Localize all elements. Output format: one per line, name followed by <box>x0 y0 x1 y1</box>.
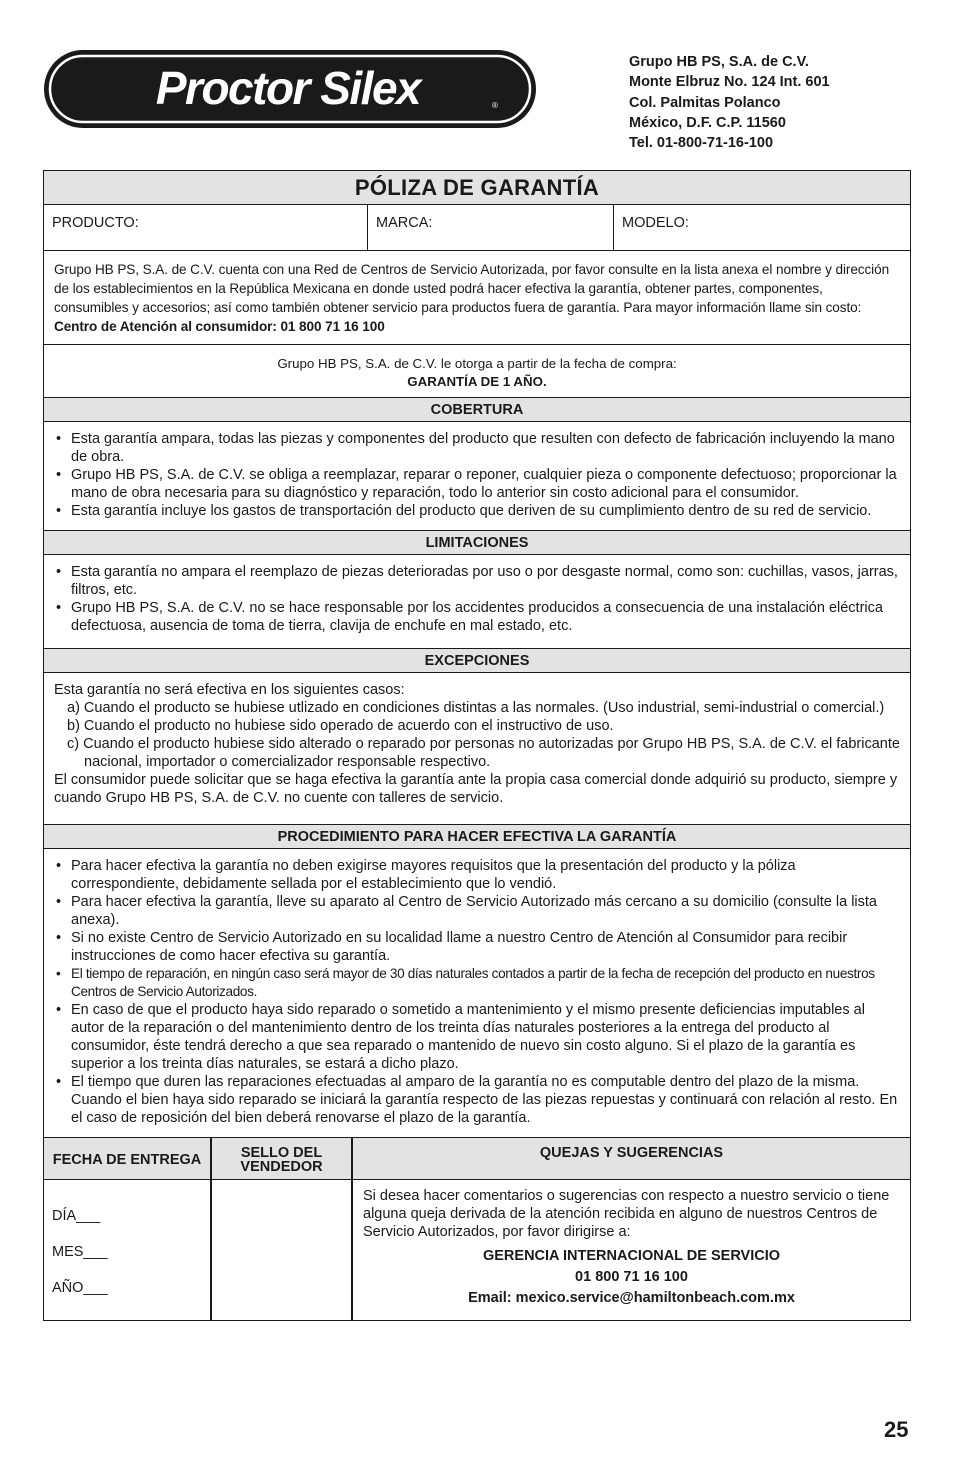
registered-mark: ® <box>492 101 498 110</box>
excepciones-intro: Esta garantía no será efectiva en los siguientes casos: <box>54 682 405 698</box>
section-body-procedimiento <box>44 849 910 1138</box>
intro-text: Grupo HB PS, S.A. de C.V. cuenta con una Red de Centros de Servicio Autorizada, por favor consulte en la lista anexa el nombre y dirección de los establecimientos en la República Mexicana en donde usted podrá hacer efectiva la garantía, obtener partes, componentes, consumibles y accesorios; así como también obtener servicio para productos fuera de garantía. Para mayor información llame sin costo: <box>54 262 890 315</box>
address-line: Monte Elbruz No. 124 Int. 601 <box>629 74 830 91</box>
list-item: • Esta garantía incluye los gastos de transportación del producto que deriven de su cumplimiento dentro de su red de servicio. <box>54 502 900 520</box>
year-field[interactable]: AÑO___ <box>52 1280 108 1296</box>
address-line: Grupo HB PS, S.A. de C.V. <box>629 54 809 70</box>
service-network-intro <box>44 251 910 345</box>
form-title: PÓLIZA DE GARANTÍA <box>44 171 910 205</box>
delivery-date-header: FECHA DE ENTREGA <box>44 1138 212 1179</box>
list-item: a) Cuando el producto se hubiese utlizado en condiciones distintas a las normales. (Uso industrial, semi-industrial o comercial.) <box>67 700 885 716</box>
model-field[interactable]: MODELO: <box>622 215 689 231</box>
seller-stamp-cell[interactable] <box>212 1180 353 1320</box>
contact-phone: 01 800 71 16 100 <box>575 1269 688 1285</box>
product-fields <box>44 205 910 251</box>
brand-field[interactable]: MARCA: <box>368 205 614 250</box>
grant-duration: GARANTÍA DE 1 AÑO. <box>407 374 547 389</box>
list-item: • Para hacer efectiva la garantía, lleve su aparato al Centro de Servicio Autorizado más cercano a su domicilio (consulte la lista anexa). <box>54 893 900 929</box>
bottom-table-body <box>44 1180 910 1320</box>
section-body-limitaciones <box>44 555 910 649</box>
delivery-date-cell <box>44 1180 212 1320</box>
company-address <box>629 52 830 153</box>
list-item: • Grupo HB PS, S.A. de C.V. se obliga a reemplazar, reparar o reponer, cualquier pieza o componente defectuoso; proporcionar la mano de obra necesaria para su diagnóstico y reparación, todo lo anterior sin costo adicional para el consumidor. <box>54 466 900 502</box>
product-field[interactable]: PRODUCTO: <box>44 205 368 250</box>
list-item: • Grupo HB PS, S.A. de C.V. no se hace responsable por los accidentes producidos a consecuencia de una instalación eléctrica defectuosa, ausencia de toma de tierra, clavija de enchufe en mal estado, etc. <box>54 599 900 635</box>
proctor-silex-logo <box>42 48 538 130</box>
warranty-form <box>43 170 911 1321</box>
contact-title: GERENCIA INTERNACIONAL DE SERVICIO <box>482 1248 781 1264</box>
seller-stamp-header: SELLO DEL VENDEDOR <box>212 1138 353 1179</box>
warranty-grant <box>44 345 910 398</box>
complaints-cell <box>353 1180 910 1320</box>
list-item: b) Cuando el producto no hubiese sido operado de acuerdo con el instructivo de uso. <box>67 718 614 734</box>
page-number: 25 <box>884 1417 909 1442</box>
section-body-excepciones <box>44 673 910 825</box>
list-item: c) Cuando el producto hubiese sido alterado o reparado por personas no autorizadas por Grupo HB PS, S.A. de C.V. el fabricante nacional, importador o comercializador responsable respectivo. <box>67 736 900 770</box>
day-field[interactable]: DÍA___ <box>52 1208 101 1224</box>
list-item: • Esta garantía ampara, todas las piezas y componentes del producto que resulten con defecto de fabricación incluyendo la mano de obra. <box>54 430 900 466</box>
month-field[interactable]: MES___ <box>52 1244 108 1260</box>
complaints-header: QUEJAS Y SUGERENCIAS <box>539 1145 724 1161</box>
list-item: • El tiempo que duren las reparaciones efectuadas al amparo de la garantía no es computable dentro del plazo de la misma. Cuando el bien haya sido reparado se iniciará la garantía respecto de las piezas repuestas y continuará con relación al resto. En el caso de reposición del bien deberá renovarse el plazo de la garantía. <box>54 1073 900 1127</box>
address-line: Col. Palmitas Polanco <box>629 94 781 111</box>
contact-email[interactable]: Email: mexico.service@hamiltonbeach.com.mx <box>468 1290 795 1306</box>
section-body-cobertura <box>44 422 910 531</box>
list-item: • Para hacer efectiva la garantía no deben exigirse mayores requisitos que la presentación del producto y la póliza correspondiente, debidamente sellada por el establecimiento que lo vendió. <box>54 857 900 893</box>
address-line: México, D.F. C.P. 11560 <box>629 114 786 131</box>
section-title-procedimiento: PROCEDIMIENTO PARA HACER EFECTIVA LA GARANTÍA <box>44 825 910 849</box>
complaints-text: Si desea hacer comentarios o sugerencias con respecto a nuestro servicio o tiene alguna queja derivada de la atención recibida en alguno de nuestros Centros de Servicio Autorizados, por favor dirigirse a: <box>363 1188 890 1240</box>
address-line: Tel. 01-800-71-16-100 <box>629 135 774 152</box>
bottom-table-header <box>44 1138 910 1180</box>
section-title-cobertura: COBERTURA <box>44 398 910 422</box>
list-item: • Esta garantía no ampara el reemplazo de piezas deterioradas por uso o por desgaste normal, como son: cuchillas, vasos, jarras, filtros, etc. <box>54 563 900 599</box>
list-item: • Si no existe Centro de Servicio Autorizado en su localidad llame a nuestro Centro de Atención al Consumidor para recibir instrucciones de como hacer efectiva su garantía. <box>54 929 900 965</box>
section-title-excepciones: EXCEPCIONES <box>44 649 910 673</box>
logo-text: Proctor Silex <box>155 62 421 114</box>
grant-line: Grupo HB PS, S.A. de C.V. le otorga a partir de la fecha de compra: <box>277 356 677 371</box>
service-contact <box>363 1246 900 1309</box>
list-item: • El tiempo de reparación, en ningún caso será mayor de 30 días naturales contados a partir de la fecha de recepción del producto en nuestros Centros de Servicio Autorizados. <box>54 965 900 1001</box>
list-item: • En caso de que el producto haya sido reparado o sometido a mantenimiento y el mismo presente deficiencias imputables al autor de la reparación o del mantenimiento dentro de los treinta días naturales posteriores a la entrega del producto al consumidor, éste tendrá derecho a que sea reparado o mantenido de nuevo sin costo alguno. Si el plazo de la garantía es superior a los treinta días naturales, se estará a dicho plazo. <box>54 1001 900 1073</box>
section-title-limitaciones: LIMITACIONES <box>44 531 910 555</box>
excepciones-closing: El consumidor puede solicitar que se haga efectiva la garantía ante la propia casa comercial donde adquirió su producto, siempre y cuando Grupo HB PS, S.A. de C.V. no cuente con talleres de servicio. <box>54 772 898 806</box>
intro-contact: Centro de Atención al consumidor: 01 800 71 16 100 <box>54 319 385 334</box>
